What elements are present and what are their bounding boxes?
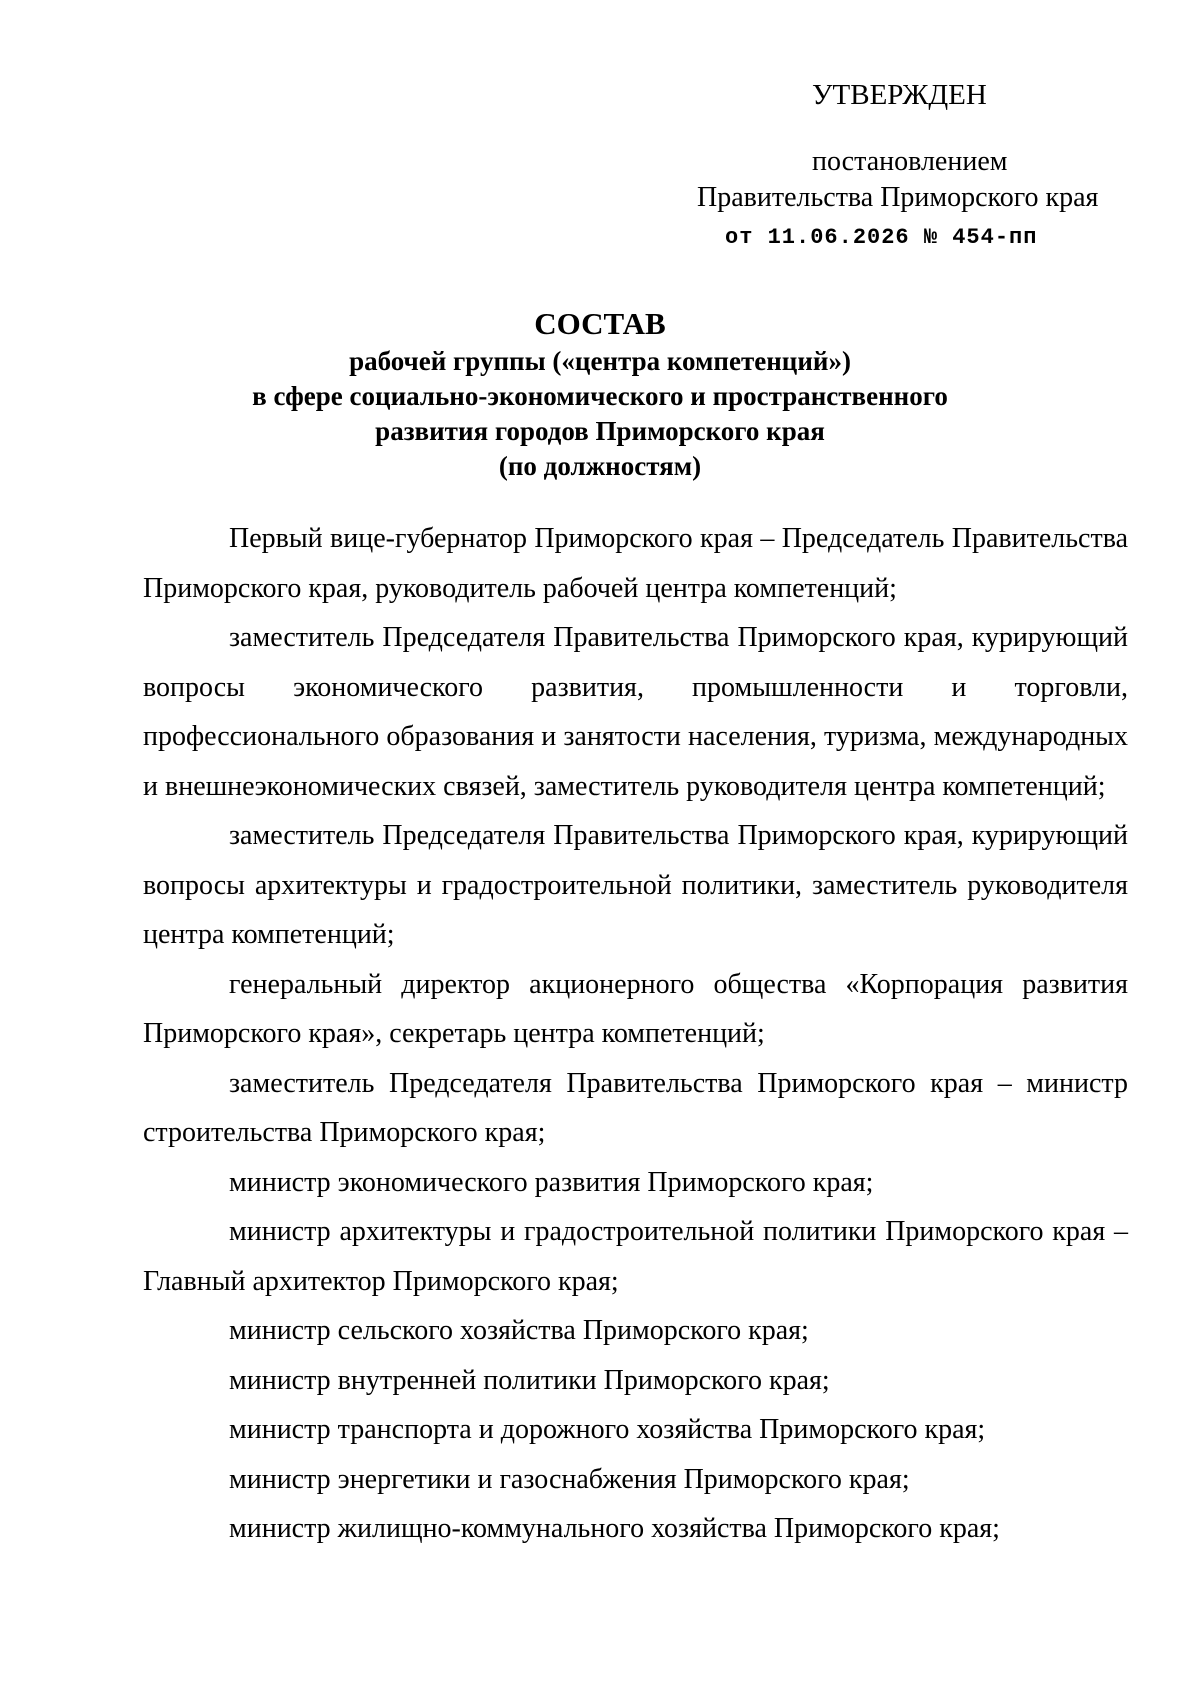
title-line-4: (по должностям) [498,451,702,481]
member-item: генеральный директор акционерного общества «Корпорация развития Приморского края», секретарь центра компетенций; [143,968,1128,1049]
member-item: заместитель Председателя Правительства Приморского края, курирующий вопросы экономического развития, промышленности и торговли, профессионального образования и занятости населения, туризма, международных и внешнеэкономических связей, заместитель руководителя центра компетенций; [143,622,1128,802]
member-item: министр энергетики и газоснабжения Приморского края; [229,1463,910,1495]
member-item: министр архитектуры и градостроительной политики Приморского края – Главный архитектор Приморского края; [143,1216,1128,1297]
member-item: министр внутренней политики Приморского края; [229,1364,830,1396]
member-item: заместитель Председателя Правительства Приморского края, курирующий вопросы архитектуры и градостроительной политики, заместитель руководителя центра компетенций; [143,820,1128,950]
approval-line-2: Правительства Приморского края [697,182,1099,213]
approval-date-number: от 11.06.2026 № 454-пп [725,225,1038,250]
member-item: министр экономического развития Приморского края; [229,1166,874,1198]
document-title [150,304,1050,484]
member-item: заместитель Председателя Правительства Приморского края – министр строительства Приморского края; [143,1067,1128,1148]
members-list [143,514,1128,1554]
member-item: министр транспорта и дорожного хозяйства Приморского края; [229,1414,986,1445]
title-line-3: развития городов Приморского края [375,416,825,446]
title-line-2: в сфере социально-экономического и пространственного [252,381,948,411]
title-main: СОСТАВ [534,306,666,341]
approval-heading: УТВЕРЖДЕН [812,79,987,111]
title-line-1: рабочей группы («центра компетенций») [349,346,851,376]
member-item: министр жилищно-коммунального хозяйства Приморского края; [229,1513,1000,1544]
approval-line-1: постановлением [812,146,1008,177]
member-item: Первый вице-губернатор Приморского края – Председатель Правительства Приморского края, руководитель рабочей центра компетенций; [143,523,1128,604]
member-item: министр сельского хозяйства Приморского края; [229,1315,809,1346]
